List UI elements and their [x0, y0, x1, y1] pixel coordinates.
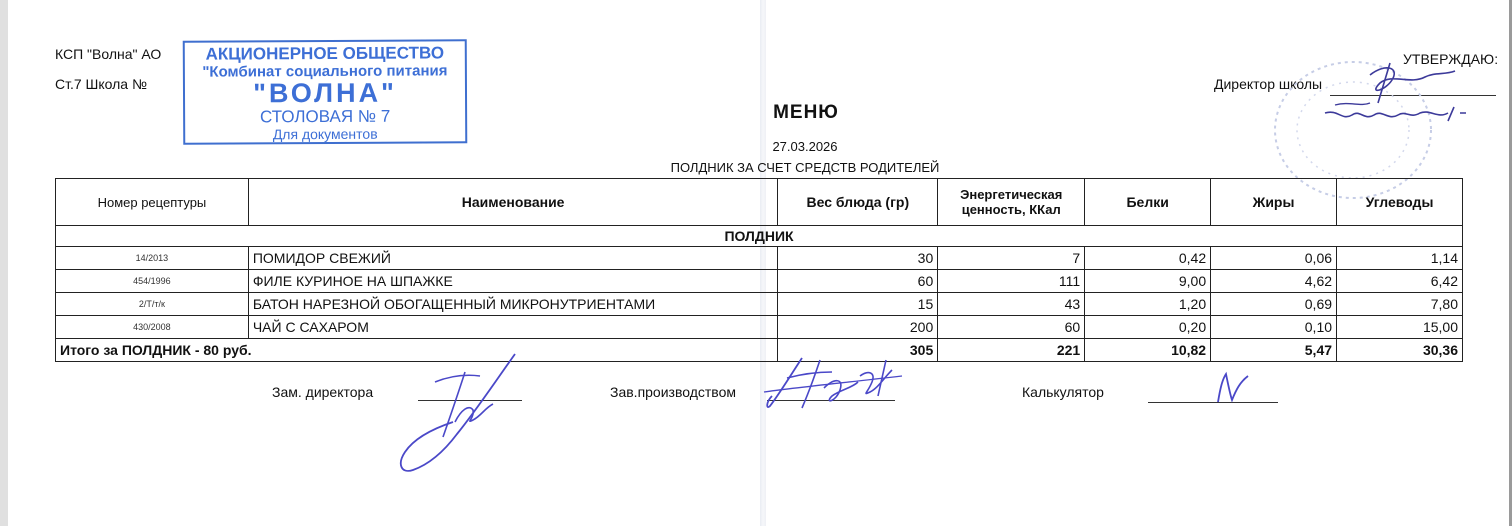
weight-cell: 60	[778, 270, 938, 293]
col-header-name: Наименование	[248, 179, 778, 226]
fat-cell: 0,69	[1211, 293, 1337, 316]
table-row	[56, 293, 1463, 316]
col-header-energy: Энергетическая ценность, ККал	[938, 179, 1085, 226]
stamp-line: Для документов	[272, 125, 378, 143]
protein-cell: 9,00	[1085, 270, 1211, 293]
fat-cell: 0,06	[1211, 247, 1337, 270]
scan-left-edge	[0, 0, 8, 526]
section-row	[56, 226, 1463, 247]
weight-cell: 30	[778, 247, 938, 270]
recipe-code: 454/1996	[56, 270, 249, 293]
production-signature-icon	[762, 348, 912, 418]
col-header-recipe: Номер рецептуры	[56, 179, 249, 226]
menu-date: 27.03.2026	[772, 139, 838, 154]
protein-cell: 0,42	[1085, 247, 1211, 270]
col-header-fat: Жиры	[1211, 179, 1337, 226]
deputy-label: Зам. директора	[272, 384, 374, 400]
col-header-carbs: Углеводы	[1337, 179, 1463, 226]
recipe-code: 2/Т/т/к	[56, 293, 249, 316]
approve-label: УТВЕРЖДАЮ:	[1403, 51, 1499, 67]
calculator-signature-icon	[1208, 368, 1258, 408]
page-title: МЕНЮ	[773, 102, 839, 123]
recipe-code: 430/2008	[56, 316, 249, 339]
total-carbs: 30,36	[1337, 339, 1463, 362]
stamp-line: СТОЛОВАЯ № 7	[259, 106, 391, 127]
table-header-row	[56, 179, 1463, 226]
dish-name: ФИЛЕ КУРИНОЕ НА ШПАЖКЕ	[248, 270, 778, 293]
weight-cell: 15	[778, 293, 938, 316]
menu-table	[55, 178, 1463, 362]
total-energy: 221	[938, 339, 1085, 362]
school-name: Ст.7 Школа №	[55, 76, 147, 92]
total-label: Итого за ПОЛДНИК - 80 руб.	[56, 339, 778, 362]
stamp	[183, 39, 468, 144]
deputy-signature-icon	[395, 352, 525, 487]
dish-name: БАТОН НАРЕЗНОЙ ОБОГАЩЕННЫЙ МИКРОНУТРИЕНТАМИ	[248, 293, 778, 316]
recipe-code: 14/2013	[56, 247, 249, 270]
energy-cell: 111	[938, 270, 1085, 293]
table-row	[56, 270, 1463, 293]
production-label: Зав.производством	[610, 384, 736, 400]
energy-cell: 43	[938, 293, 1085, 316]
energy-cell: 7	[938, 247, 1085, 270]
dish-name: ЧАЙ С САХАРОМ	[248, 316, 778, 339]
total-weight: 305	[778, 339, 938, 362]
dish-name: ПОМИДОР СВЕЖИЙ	[248, 247, 778, 270]
carbs-cell: 7,80	[1337, 293, 1463, 316]
energy-cell: 60	[938, 316, 1085, 339]
total-fat: 5,47	[1211, 339, 1337, 362]
protein-cell: 1,20	[1085, 293, 1211, 316]
stamp-line: АКЦИОНЕРНОЕ ОБЩЕСТВО	[205, 43, 445, 64]
menu-subtitle: ПОЛДНИК ЗА СЧЕТ СРЕДСТВ РОДИТЕЛЕЙ	[670, 160, 940, 175]
protein-cell: 0,20	[1085, 316, 1211, 339]
carbs-cell: 15,00	[1337, 316, 1463, 339]
director-label: Директор школы	[1214, 76, 1323, 92]
table-row	[56, 247, 1463, 270]
col-header-weight: Вес блюда (гр)	[778, 179, 938, 226]
stamp-line: "Комбинат социального питания	[202, 62, 448, 81]
table-row	[56, 316, 1463, 339]
col-header-protein: Белки	[1085, 179, 1211, 226]
calculator-label: Калькулятор	[1022, 384, 1104, 400]
carbs-cell: 6,42	[1337, 270, 1463, 293]
org-name: КСП "Волна" АО	[55, 46, 162, 62]
total-row	[56, 339, 1463, 362]
weight-cell: 200	[778, 316, 938, 339]
section-title: ПОЛДНИК	[56, 226, 1463, 247]
total-protein: 10,82	[1085, 339, 1211, 362]
fat-cell: 4,62	[1211, 270, 1337, 293]
stamp-line: "ВОЛНА"	[253, 77, 397, 109]
fat-cell: 0,10	[1211, 316, 1337, 339]
carbs-cell: 1,14	[1337, 247, 1463, 270]
